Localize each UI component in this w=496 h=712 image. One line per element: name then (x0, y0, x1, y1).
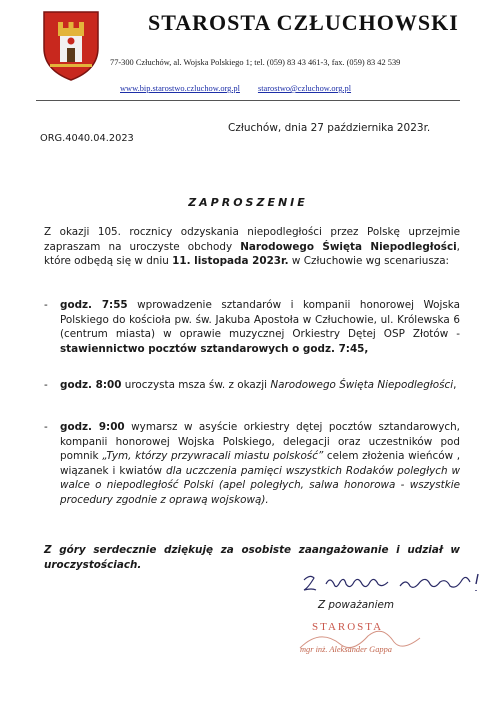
stamp-name: mgr inż. Aleksander Gappa (300, 645, 392, 654)
intro-bold-2: 11. listopada 2023r. (172, 255, 289, 268)
scenario-item (44, 298, 460, 356)
intro-text-3: w Człuchowie wg scenariusza: (288, 255, 450, 268)
scenario-item (44, 378, 460, 393)
closing-paragraph: Z góry serdecznie dziękuję za osobiste zaangażowanie i udział w uroczystościach. (44, 544, 460, 571)
county-coat-of-arms-icon (40, 8, 102, 82)
item-time: godz. 8:00 (60, 379, 122, 391)
place-date: Człuchów, dnia 27 października 2023r. (228, 122, 431, 134)
item-bold: stawiennictwo pocztów sztandarowych o godz. 7:45, (60, 342, 369, 355)
intro-text-2: , które odbędą się w dniu (44, 240, 460, 268)
letterhead-links (120, 84, 369, 93)
item-italic-2: dla uczczenia pamięci wszystkich Rodaków poległych w walce o niepodległość Polski (apel poległych, salwa honorowa - wszystkie procedury zgodnie z oprawą wojskową). (60, 464, 460, 506)
item-text: uroczysta msza św. z okazji (121, 379, 271, 391)
bullet-dash: - (44, 299, 48, 311)
reference-number: ORG.4040.04.2023 (40, 133, 134, 144)
handwritten-note (300, 566, 490, 600)
item-text: wymarsz w asyście orkiestry dętej pocztów sztandarowych, kompanii honorowej Wojska Polskiego, delegacji oraz uczestników pod pomnik (60, 421, 460, 463)
scenario-item (44, 420, 460, 508)
regards-text: Z poważaniem (318, 599, 395, 611)
item-text: wprowadzenie sztandarów i kompanii honorowej Wojska Polskiego do kościoła pw. św. Jakuba Apostoła w Człuchowie, ul. Królewska 6 (centrum miasta) w oprawie muzycznej Orkiestry Dętej OSP Złotów - (60, 299, 460, 341)
bullet-dash: - (44, 421, 48, 433)
item-time: godz. 9:00 (60, 421, 125, 433)
intro-text-1: Z okazji 105. rocznicy odzyskania niepodległości przez Polskę uprzejmie zapraszam na uroczyste obchody (44, 226, 460, 253)
letterhead-title: STAROSTA CZŁUCHOWSKI (148, 10, 459, 35)
header-divider (36, 100, 460, 101)
item-text-2: celem złożenia wieńców , wiązanek i kwiatów (60, 450, 460, 477)
email-link[interactable]: starostwo@czluchow.org.pl (257, 84, 352, 93)
stamp-title: STAROSTA (312, 621, 384, 633)
intro-paragraph (44, 225, 460, 269)
item-italic: „Tym, którzy przywracali miastu polskość” (102, 450, 324, 463)
document-heading: ZAPROSZENIE (188, 196, 308, 209)
item-italic: Narodowego Święta Niepodległości (270, 379, 454, 391)
item-time: godz. 7:55 (60, 299, 128, 311)
letterhead-address: 77-300 Człuchów, al. Wojska Polskiego 1; tel. (059) 83 43 461-3, fax. (059) 83 42 539 (110, 58, 401, 67)
website-link[interactable]: www.bip.starostwo.czluchow.org.pl (120, 84, 240, 93)
intro-bold-1: Narodowego Święta Niepodległości (240, 240, 457, 253)
bullet-dash: - (44, 379, 48, 391)
item-text-end: , (453, 379, 457, 391)
